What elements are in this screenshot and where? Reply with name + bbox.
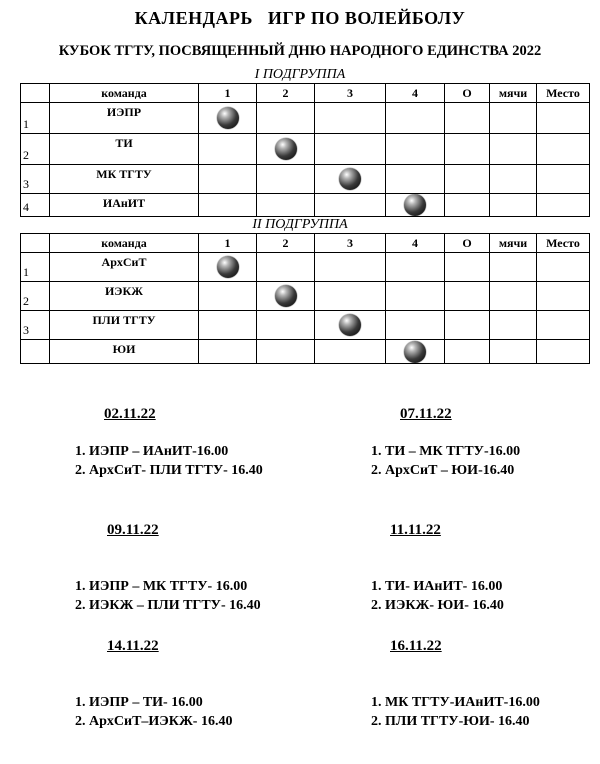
- volleyball-icon: [275, 285, 297, 307]
- match-line: 1. ТИ – МК ТГТУ-16.00: [371, 444, 521, 459]
- group2-title: II ПОДГРУППА: [252, 217, 348, 232]
- volleyball-icon: [339, 168, 361, 190]
- group1-header-row: [21, 84, 590, 103]
- points-cell: [445, 340, 490, 364]
- result-cell: [386, 253, 445, 282]
- result-cell: [199, 194, 257, 217]
- match-line: 1. МК ТГТУ-ИАнИТ-16.00: [371, 695, 540, 710]
- result-cell: [315, 103, 386, 134]
- result-cell: [257, 311, 315, 340]
- header-col-1: 1: [199, 234, 257, 253]
- page-title: КАЛЕНДАРЬ ИГР ПО ВОЛЕЙБОЛУ: [134, 8, 466, 28]
- self-match-cell: [386, 340, 445, 364]
- self-match-cell: [386, 194, 445, 217]
- self-match-cell: [199, 103, 257, 134]
- header-balls: мячи: [490, 234, 537, 253]
- result-cell: [386, 282, 445, 311]
- row-number: 3: [21, 165, 50, 194]
- volleyball-icon: [217, 256, 239, 278]
- result-cell: [199, 311, 257, 340]
- volleyball-icon: [217, 107, 239, 129]
- result-cell: [315, 194, 386, 217]
- match-date: 16.11.22: [390, 638, 442, 654]
- self-match-cell: [257, 282, 315, 311]
- result-cell: [199, 165, 257, 194]
- result-cell: [257, 194, 315, 217]
- team-name: ЮИ: [50, 340, 199, 364]
- match-date: 14.11.22: [107, 638, 159, 654]
- result-cell: [315, 134, 386, 165]
- header-balls: мячи: [490, 84, 537, 103]
- team-name: МК ТГТУ: [50, 165, 199, 194]
- header-num-cell: [21, 234, 50, 253]
- row-number: 1: [21, 253, 50, 282]
- place-cell: [537, 340, 590, 364]
- table-row: [21, 194, 590, 217]
- points-cell: [445, 311, 490, 340]
- balls-cell: [490, 253, 537, 282]
- volleyball-icon: [404, 194, 426, 216]
- self-match-cell: [315, 165, 386, 194]
- balls-cell: [490, 165, 537, 194]
- header-team: команда: [50, 234, 199, 253]
- self-match-cell: [257, 134, 315, 165]
- team-name: ИЭПР: [50, 103, 199, 134]
- group1-title: I ПОДГРУППА: [254, 67, 346, 82]
- place-cell: [537, 134, 590, 165]
- match-line: 2. ИЭКЖ- ЮИ- 16.40: [371, 598, 504, 613]
- balls-cell: [490, 134, 537, 165]
- header-place: Место: [537, 234, 590, 253]
- match-line: 2. АрхСиТ–ИЭКЖ- 16.40: [75, 714, 233, 729]
- volleyball-icon: [339, 314, 361, 336]
- place-cell: [537, 311, 590, 340]
- points-cell: [445, 282, 490, 311]
- place-cell: [537, 282, 590, 311]
- header-col-3: 3: [315, 84, 386, 103]
- place-cell: [537, 194, 590, 217]
- balls-cell: [490, 282, 537, 311]
- row-number: 2: [21, 134, 50, 165]
- row-number: 3: [21, 311, 50, 340]
- result-cell: [199, 282, 257, 311]
- page-subtitle: КУБОК ТГТУ, ПОСВЯЩЕННЫЙ ДНЮ НАРОДНОГО ЕДИНСТВА 2022: [58, 43, 542, 59]
- table-row: [21, 103, 590, 134]
- result-cell: [386, 134, 445, 165]
- group2-header-row: [21, 234, 590, 253]
- match-date: 07.11.22: [400, 406, 452, 422]
- header-col-3: 3: [315, 234, 386, 253]
- table-row: [21, 340, 590, 364]
- team-name: ПЛИ ТГТУ: [50, 311, 199, 340]
- balls-cell: [490, 311, 537, 340]
- match-date: 11.11.22: [390, 522, 441, 538]
- place-cell: [537, 103, 590, 134]
- match-line: 1. ТИ- ИАнИТ- 16.00: [371, 579, 503, 594]
- result-cell: [315, 253, 386, 282]
- points-cell: [445, 103, 490, 134]
- header-col-1: 1: [199, 84, 257, 103]
- row-number: 4: [21, 194, 50, 217]
- result-cell: [315, 340, 386, 364]
- team-name: ИАнИТ: [50, 194, 199, 217]
- self-match-cell: [315, 311, 386, 340]
- group1-table: [20, 83, 590, 217]
- balls-cell: [490, 340, 537, 364]
- team-name: АрхСиТ: [50, 253, 199, 282]
- result-cell: [257, 165, 315, 194]
- table-row: [21, 134, 590, 165]
- header-points: О: [445, 84, 490, 103]
- points-cell: [445, 165, 490, 194]
- match-line: 2. ПЛИ ТГТУ-ЮИ- 16.40: [371, 714, 530, 729]
- result-cell: [199, 134, 257, 165]
- result-cell: [386, 103, 445, 134]
- header-points: О: [445, 234, 490, 253]
- match-line: 1. ИЭПР – МК ТГТУ- 16.00: [75, 579, 248, 594]
- team-name: ИЭКЖ: [50, 282, 199, 311]
- row-number: 1: [21, 103, 50, 134]
- match-line: 2. АрхСиТ – ЮИ-16.40: [371, 463, 515, 478]
- header-col-2: 2: [257, 84, 315, 103]
- table-row: [21, 253, 590, 282]
- place-cell: [537, 165, 590, 194]
- header-col-4: 4: [386, 84, 445, 103]
- header-col-4: 4: [386, 234, 445, 253]
- points-cell: [445, 253, 490, 282]
- result-cell: [257, 253, 315, 282]
- result-cell: [315, 282, 386, 311]
- table-row: [21, 165, 590, 194]
- match-line: 1. ИЭПР – ТИ- 16.00: [75, 695, 203, 710]
- row-number: 2: [21, 282, 50, 311]
- match-line: 2. ИЭКЖ – ПЛИ ТГТУ- 16.40: [75, 598, 261, 613]
- points-cell: [445, 194, 490, 217]
- points-cell: [445, 134, 490, 165]
- balls-cell: [490, 194, 537, 217]
- header-team: команда: [50, 84, 199, 103]
- group2-table: [20, 233, 590, 364]
- match-date: 09.11.22: [107, 522, 159, 538]
- row-number: [21, 340, 50, 364]
- table-row: [21, 311, 590, 340]
- result-cell: [386, 165, 445, 194]
- team-name: ТИ: [50, 134, 199, 165]
- volleyball-icon: [275, 138, 297, 160]
- result-cell: [257, 103, 315, 134]
- match-line: 1. ИЭПР – ИАнИТ-16.00: [75, 444, 229, 459]
- table-row: [21, 282, 590, 311]
- place-cell: [537, 253, 590, 282]
- self-match-cell: [199, 253, 257, 282]
- header-num-cell: [21, 84, 50, 103]
- result-cell: [199, 340, 257, 364]
- header-col-2: 2: [257, 234, 315, 253]
- match-date: 02.11.22: [104, 406, 156, 422]
- result-cell: [257, 340, 315, 364]
- match-line: 2. АрхСиТ- ПЛИ ТГТУ- 16.40: [75, 463, 263, 478]
- volleyball-icon: [404, 341, 426, 363]
- balls-cell: [490, 103, 537, 134]
- header-place: Место: [537, 84, 590, 103]
- result-cell: [386, 311, 445, 340]
